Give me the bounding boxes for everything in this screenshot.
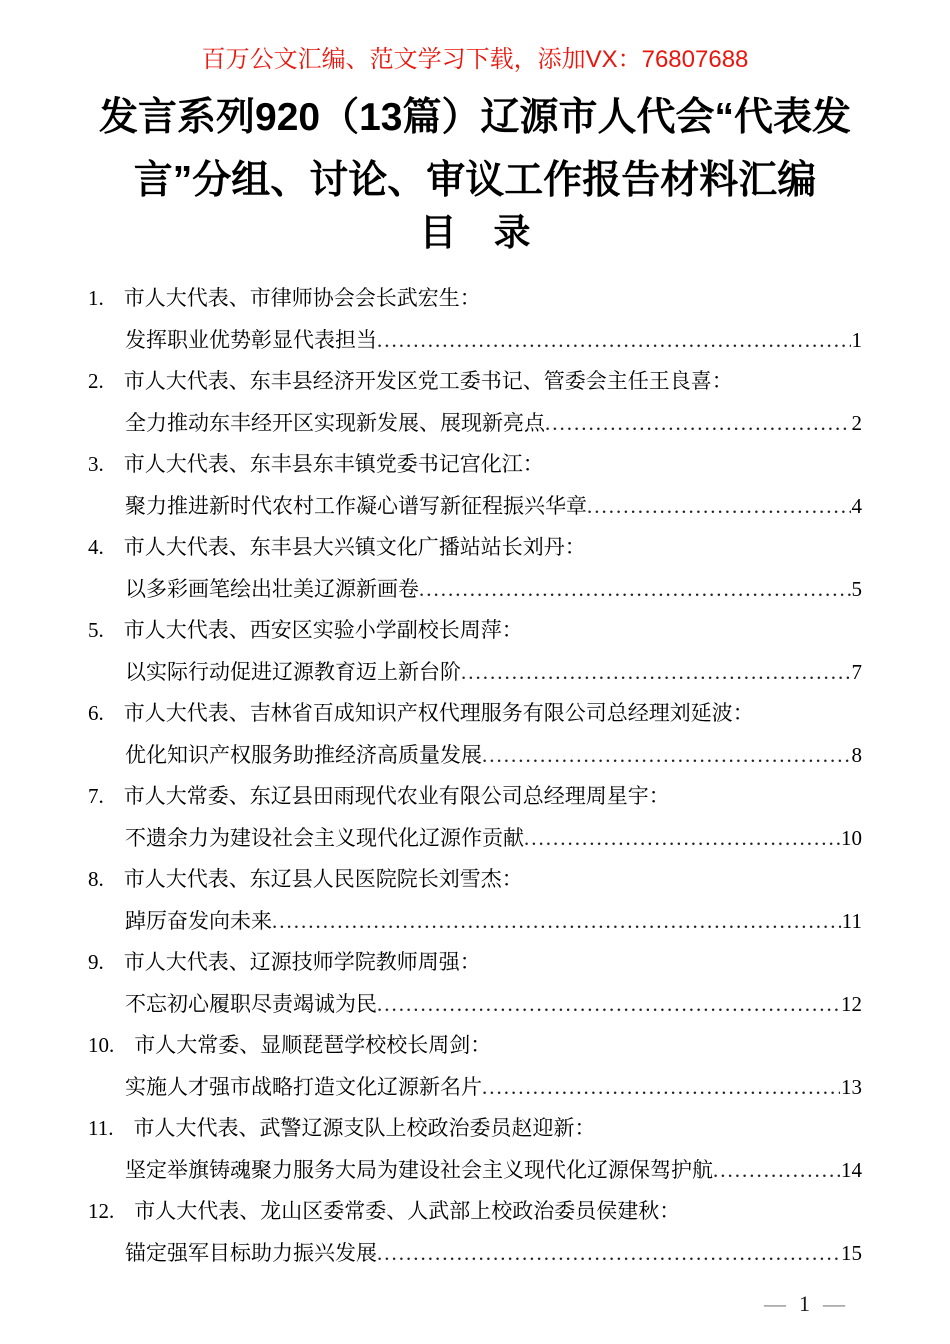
toc-entry-page: 14	[841, 1157, 862, 1182]
toc-leader-dots	[545, 403, 851, 445]
toc-entry-title: 以多彩画笔绘出壮美辽源新画卷	[125, 576, 419, 601]
toc-entry-heading-line	[88, 942, 862, 984]
toc-entry-page: 8	[851, 742, 862, 767]
toc-entry-page: 7	[851, 659, 862, 684]
toc-entry-page: 11	[841, 908, 862, 933]
toc-entry-title: 不忘初心履职尽责竭诚为民	[125, 991, 377, 1016]
toc-entry-speaker: 市人大代表、吉林省百成知识产权代理服务有限公司总经理刘延波：	[123, 701, 754, 725]
toc-entry-speaker: 市人大代表、西安区实验小学副校长周萍：	[123, 618, 523, 642]
toc-entry-heading-line	[88, 527, 862, 569]
toc-leader-dots	[377, 320, 851, 362]
toc-entry-title: 聚力推进新时代农村工作凝心谱写新征程振兴华章	[125, 493, 587, 518]
toc-entry-page: 15	[841, 1240, 862, 1265]
toc-entry-title-line	[125, 735, 862, 777]
toc-entry-heading-line	[88, 1108, 862, 1150]
toc-entry-title: 发挥职业优势彰显代表担当	[125, 327, 377, 352]
toc-entry-speaker: 市人大代表、东丰县大兴镇文化广播站站长刘丹：	[123, 535, 586, 559]
toc-entry	[88, 361, 862, 444]
toc-entry-page: 2	[851, 410, 862, 435]
toc-entry-heading-line	[88, 444, 862, 486]
toc-leader-dots	[482, 1067, 840, 1109]
toc-entry-title: 坚定举旗铸魂聚力服务大局为建设社会主义现代化辽源保驾护航	[125, 1157, 713, 1182]
toc-leader-dots	[524, 818, 840, 860]
toc-entry-speaker: 市人大代表、东丰县经济开发区党工委书记、管委会主任王良喜：	[123, 369, 733, 393]
toc-entry-number: 6.	[88, 701, 104, 725]
toc-entry	[88, 693, 862, 776]
footer-page-number: 1	[799, 1291, 810, 1316]
toc-leader-dots	[419, 569, 851, 611]
toc-entry-number: 8.	[88, 867, 104, 891]
toc-entry	[88, 610, 862, 693]
toc-leader-dots	[461, 652, 851, 694]
toc-entry-page: 12	[841, 991, 862, 1016]
toc-entry-speaker: 市人大代表、市律师协会会长武宏生：	[123, 286, 481, 310]
toc-entry-speaker: 市人大常委、东辽县田雨现代农业有限公司总经理周星宇：	[123, 784, 670, 808]
toc-entry-heading-line	[88, 278, 862, 320]
toc-entry	[88, 527, 862, 610]
toc-entry-title-line	[125, 403, 862, 445]
toc-entry-number: 4.	[88, 535, 104, 559]
toc-entry	[88, 1108, 862, 1191]
toc-entry-title: 锚定强军目标助力振兴发展	[125, 1240, 377, 1265]
toc-entry	[88, 1025, 862, 1108]
toc-entry-number: 12.	[88, 1199, 115, 1223]
toc-entry	[88, 942, 862, 1025]
toc-entry-title-line	[125, 1067, 862, 1109]
toc-entry-heading-line	[88, 859, 862, 901]
toc-entry-title-line	[125, 1150, 862, 1192]
toc-leader-dots	[272, 901, 841, 943]
toc-heading: 目 录	[419, 212, 531, 253]
toc-entry-heading-line	[88, 361, 862, 403]
toc-entry-heading-line	[88, 776, 862, 818]
toc-entry-title-line	[125, 320, 862, 362]
toc-entry-speaker: 市人大代表、龙山区委常委、人武部上校政治委员侯建秋：	[134, 1199, 681, 1223]
toc-entry-title: 优化知识产权服务助推经济高质量发展	[125, 742, 482, 767]
toc-entry	[88, 859, 862, 942]
toc-entry-number: 10.	[88, 1033, 115, 1057]
toc-entry-number: 7.	[88, 784, 104, 808]
toc-entry-heading-line	[88, 610, 862, 652]
toc-entry-number: 5.	[88, 618, 104, 642]
page-footer	[764, 1291, 845, 1317]
toc-leader-dots	[482, 735, 851, 777]
toc-entry-page: 13	[841, 1074, 862, 1099]
toc-entry-page: 1	[851, 327, 862, 352]
toc-entry-title: 不遗余力为建设社会主义现代化辽源作贡献	[125, 825, 524, 850]
toc-entry-title: 全力推动东丰经开区实现新发展、展现新亮点	[125, 410, 545, 435]
toc-leader-dots	[377, 1233, 840, 1275]
toc-entry-title: 踔厉奋发向未来	[125, 908, 272, 933]
toc-entry-speaker: 市人大常委、显顺琵琶学校校长周剑：	[134, 1033, 492, 1057]
toc-entry-speaker: 市人大代表、辽源技师学院教师周强：	[123, 950, 481, 974]
toc-entry-title: 以实际行动促进辽源教育迈上新台阶	[125, 659, 461, 684]
toc-leader-dots	[377, 984, 840, 1026]
toc-entry-page: 10	[841, 825, 862, 850]
toc-entry-number: 11.	[88, 1116, 114, 1140]
toc-entry-heading-line	[88, 1025, 862, 1067]
toc-entry-number: 9.	[88, 950, 104, 974]
toc-entry-page: 5	[851, 576, 862, 601]
toc-entry-title-line	[125, 652, 862, 694]
toc-entry	[88, 1191, 862, 1274]
toc-leader-dots	[713, 1150, 840, 1192]
toc-entry-title-line	[125, 486, 862, 528]
toc-entry-page: 4	[851, 493, 862, 518]
toc-entry-number: 3.	[88, 452, 104, 476]
toc-entry-number: 1.	[88, 286, 104, 310]
toc-entry	[88, 444, 862, 527]
toc-entry-heading-line	[88, 693, 862, 735]
toc-entry-title-line	[125, 984, 862, 1026]
toc-entry-speaker: 市人大代表、东丰县东丰镇党委书记宫化江：	[123, 452, 544, 476]
toc-entry-title-line	[125, 818, 862, 860]
toc-list	[88, 278, 862, 1274]
toc-leader-dots	[587, 486, 851, 528]
document-title: 发言系列920（13篇）辽源市人代会“代表发言”分组、讨论、审议工作报告材料汇编	[99, 96, 851, 202]
toc-entry-heading-line	[88, 1191, 862, 1233]
footer-dash-right: —	[823, 1291, 845, 1316]
promo-banner: 百万公文汇编、范文学习下载，添加VX：76807688	[201, 46, 749, 73]
footer-dash-left: —	[764, 1291, 786, 1316]
toc-entry-number: 2.	[88, 369, 104, 393]
toc-entry	[88, 278, 862, 361]
toc-entry-title-line	[125, 1233, 862, 1275]
toc-entry-speaker: 市人大代表、武警辽源支队上校政治委员赵迎新：	[133, 1116, 596, 1140]
toc-entry-title-line	[125, 901, 862, 943]
toc-entry	[88, 776, 862, 859]
toc-entry-title-line	[125, 569, 862, 611]
toc-entry-title: 实施人才强市战略打造文化辽源新名片	[125, 1074, 482, 1099]
toc-entry-speaker: 市人大代表、东辽县人民医院院长刘雪杰：	[123, 867, 523, 891]
